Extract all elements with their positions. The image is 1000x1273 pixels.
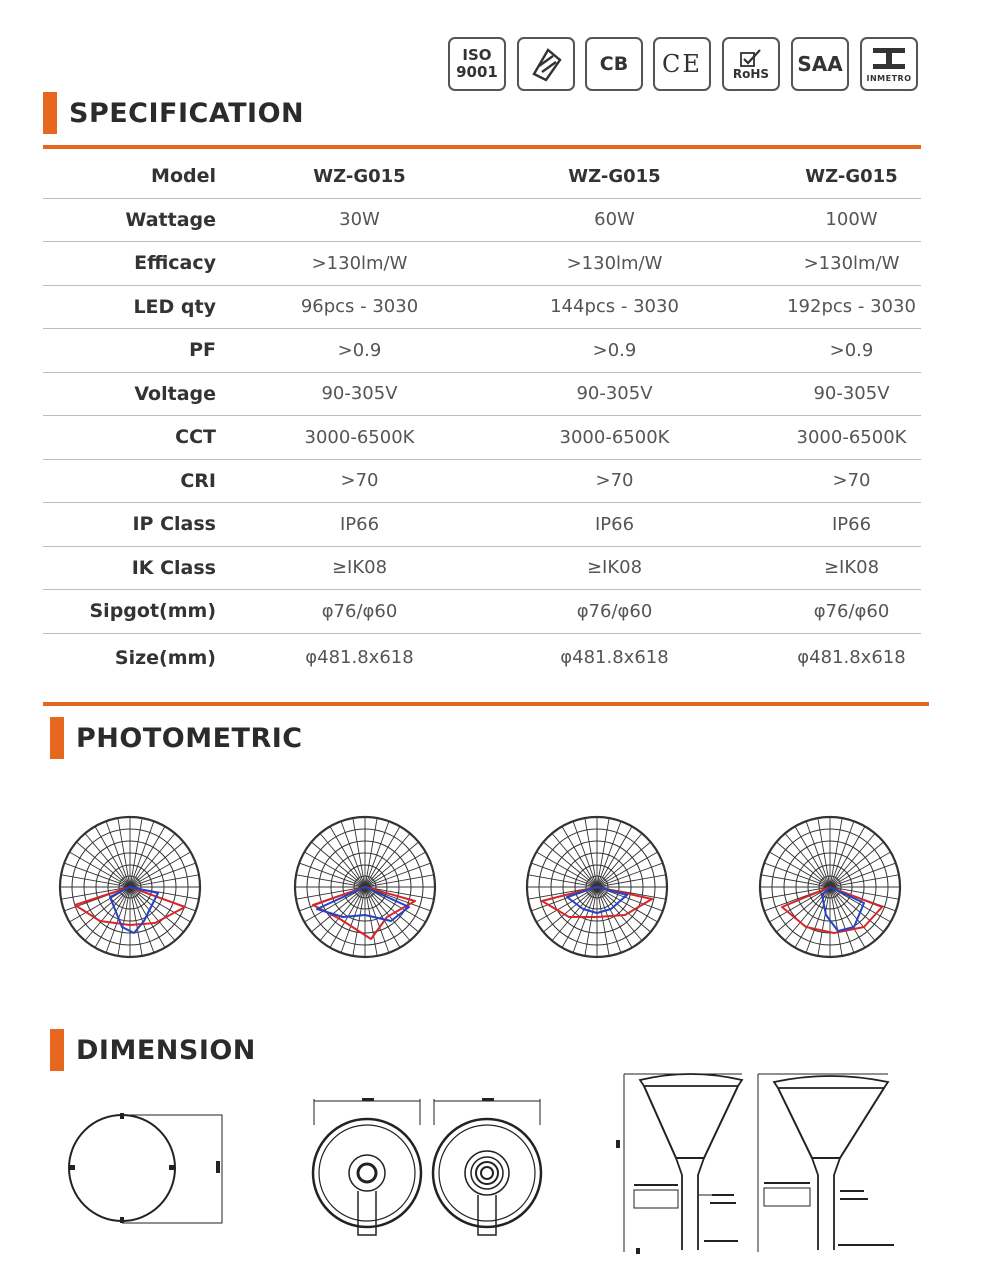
side-view-section-drawing-icon — [752, 1070, 902, 1260]
spec-value: IP66 — [594, 513, 635, 535]
spec-value: 90-305V — [321, 383, 398, 405]
table-row — [43, 460, 921, 504]
saa-mark-icon — [791, 37, 849, 91]
polar-light-distribution-icon — [55, 812, 205, 962]
spec-value: 144pcs - 3030 — [550, 296, 679, 318]
table-row — [43, 155, 921, 199]
bottom-view-detail-drawing-icon — [428, 1095, 548, 1250]
photometric-section-header — [50, 717, 303, 759]
table-row — [43, 242, 921, 286]
spec-label: CRI — [180, 469, 216, 492]
spec-value: 30W — [339, 209, 380, 231]
section-accent-bar — [43, 92, 57, 134]
spec-value: >0.9 — [592, 339, 637, 361]
spec-label: Voltage — [134, 382, 216, 405]
specification-title: SPECIFICATION — [69, 97, 305, 129]
cert-iso-line-2: 9001 — [456, 63, 498, 81]
spec-label: LED qty — [133, 295, 216, 318]
spec-value: 3000-6500K — [304, 426, 415, 448]
spec-value: WZ-G015 — [568, 165, 661, 187]
side-view-drawing-icon — [612, 1070, 762, 1260]
spec-value: 60W — [594, 209, 635, 231]
dimension-section-header — [50, 1029, 256, 1071]
spec-value: >130lm/W — [803, 252, 900, 274]
iso-9001-icon — [448, 37, 506, 91]
spec-value: ≥IK08 — [586, 557, 643, 579]
spec-label: Sipgot(mm) — [89, 600, 216, 623]
spec-value: φ481.8x618 — [305, 647, 414, 668]
spec-label: IK Class — [131, 556, 216, 579]
spec-value: φ481.8x618 — [560, 647, 669, 668]
inmetro-mark-icon — [860, 37, 918, 91]
emc-mark-icon — [517, 37, 575, 91]
polar-light-distribution-icon — [290, 812, 440, 962]
rohs-mark-icon — [722, 37, 780, 91]
spec-value: φ481.8x618 — [797, 647, 906, 668]
certification-badges — [448, 37, 920, 93]
spec-value: WZ-G015 — [805, 165, 898, 187]
specification-rule — [43, 145, 921, 149]
table-row — [43, 634, 921, 682]
spec-value: 3000-6500K — [559, 426, 670, 448]
spec-value: >70 — [832, 470, 871, 492]
section-accent-bar — [50, 1029, 64, 1071]
section-accent-bar — [50, 717, 64, 759]
bottom-view-drawing-icon — [308, 1095, 428, 1250]
spec-value: φ76/φ60 — [813, 600, 890, 622]
table-row — [43, 590, 921, 634]
spec-label: Size(mm) — [114, 646, 216, 669]
spec-value: WZ-G015 — [313, 165, 406, 187]
spec-value: ≥IK08 — [823, 557, 880, 579]
cert-inmetro-label: INMETRO — [866, 73, 912, 83]
spec-value: IP66 — [339, 513, 380, 535]
spec-value: 100W — [825, 209, 878, 231]
table-row — [43, 329, 921, 373]
spec-value: ≥IK08 — [331, 557, 388, 579]
spec-value: >0.9 — [337, 339, 382, 361]
spec-value: >0.9 — [829, 339, 874, 361]
top-view-drawing-icon — [62, 1105, 232, 1235]
photometric-title: PHOTOMETRIC — [76, 722, 303, 754]
cb-mark-icon — [585, 37, 643, 91]
polar-light-distribution-icon — [522, 812, 672, 962]
table-row — [43, 373, 921, 417]
cert-saa-label: SAA — [797, 52, 843, 76]
spec-value: >70 — [340, 470, 379, 492]
cert-rohs-label: RoHS — [732, 66, 770, 81]
spec-value: 90-305V — [576, 383, 653, 405]
spec-label: Model — [151, 165, 216, 188]
cert-cb-label: CB — [599, 53, 629, 75]
specification-table — [43, 155, 921, 682]
spec-value: 90-305V — [813, 383, 890, 405]
cert-iso-line-1: ISO — [462, 46, 492, 64]
spec-value: φ76/φ60 — [321, 600, 398, 622]
check-icon — [739, 48, 763, 68]
table-row — [43, 199, 921, 243]
table-row — [43, 503, 921, 547]
table-row — [43, 286, 921, 330]
table-row — [43, 416, 921, 460]
ce-mark-icon — [653, 37, 711, 91]
table-bottom-rule — [43, 702, 929, 706]
dimension-title: DIMENSION — [76, 1034, 256, 1066]
spec-label: Wattage — [125, 208, 216, 231]
spec-value: 192pcs - 3030 — [787, 296, 916, 318]
spec-label: PF — [189, 339, 216, 362]
spec-value: >70 — [595, 470, 634, 492]
table-row — [43, 547, 921, 591]
spec-label: IP Class — [132, 513, 216, 536]
spec-value: 96pcs - 3030 — [300, 296, 419, 318]
specification-section-header — [43, 92, 304, 134]
cert-ce-label: CE — [662, 50, 702, 78]
spec-label: Efficacy — [134, 252, 216, 275]
spec-value: >130lm/W — [566, 252, 663, 274]
spec-value: 3000-6500K — [796, 426, 907, 448]
spec-value: >130lm/W — [311, 252, 408, 274]
spec-value: IP66 — [831, 513, 872, 535]
spec-label: CCT — [175, 426, 216, 449]
spec-value: φ76/φ60 — [576, 600, 653, 622]
polar-light-distribution-icon — [755, 812, 905, 962]
